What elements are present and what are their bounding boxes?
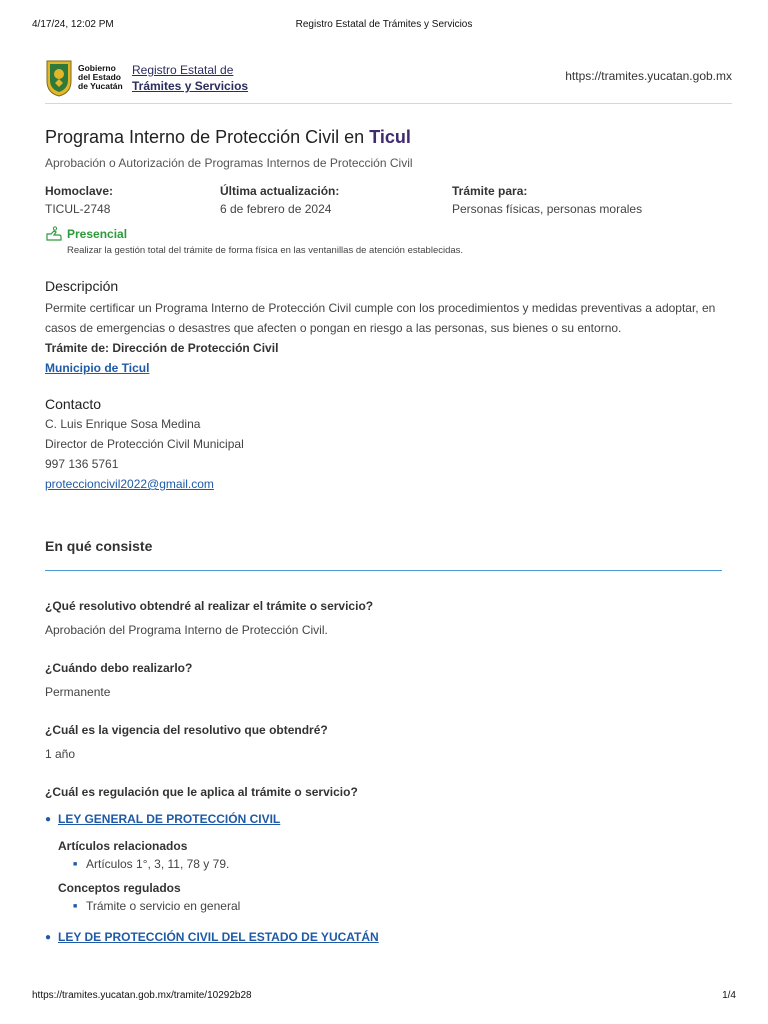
bullet-icon: ● [45, 931, 52, 943]
homoclave-field: Homoclave: TICUL-2748 [45, 184, 114, 216]
contact-name: C. Luis Enrique Sosa Medina [45, 417, 201, 431]
contact-position: Director de Protección Civil Municipal [45, 437, 244, 451]
square-bullet-icon: ■ [73, 860, 78, 868]
procedure-meta [45, 184, 735, 228]
contact-phone: 997 136 5761 [45, 457, 119, 471]
answer: Aprobación del Programa Interno de Protección Civil. [45, 623, 328, 637]
square-bullet-icon: ■ [73, 902, 78, 910]
registry-link-line2: Trámites y Servicios [132, 79, 249, 93]
concepts-heading: Conceptos regulados [58, 881, 181, 895]
procedure-for-field: Trámite para: Personas físicas, personas morales [452, 184, 643, 216]
site-url: https://tramites.yucatan.gob.mx [565, 69, 732, 83]
registry-link-line1: Registro Estatal de [132, 63, 234, 77]
articles-item: ■ Artículos 1°, 3, 11, 78 y 79. [73, 857, 230, 871]
in-person-hand-icon [45, 226, 63, 242]
municipality-link[interactable]: Municipio de Ticul [45, 361, 150, 375]
last-update-field: Última actualización: 6 de febrero de 2024 [220, 184, 340, 216]
responsible-office: Trámite de: Dirección de Protección Civil [45, 341, 279, 355]
qa-cuando [45, 661, 722, 699]
page-subtitle: Aprobación o Autorización de Programas Internos de Protección Civil [45, 156, 413, 170]
regulation-item [45, 809, 722, 829]
answer: Permanente [45, 685, 111, 699]
question: ¿Qué resolutivo obtendré al realizar el trámite o servicio? [45, 599, 374, 613]
qa-vigencia [45, 723, 722, 761]
regulation-item [45, 927, 722, 947]
law-link-general[interactable]: LEY GENERAL DE PROTECCIÓN CIVIL [58, 812, 281, 826]
site-header [45, 58, 732, 104]
question: ¿Cuándo debo realizarlo? [45, 661, 193, 675]
en-que-consiste-section [45, 538, 722, 947]
description-text: Permite certificar un Programa Interno de Protección Civil cumple con los procedimientos y medidas preventivas a adoptar, en casos de emergencias o desastres que afecten o pongan en riesgo a las personas, sus bienes o su entorno. [45, 301, 716, 335]
title-municipality: Ticul [369, 127, 411, 147]
bullet-icon: ● [45, 813, 52, 825]
modality-note: Realizar la gestión total del trámite de forma física en las ventanillas de atención establecidas. [67, 245, 464, 256]
qa-resolutivo [45, 599, 722, 637]
print-header [32, 19, 736, 33]
articles-heading: Artículos relacionados [58, 839, 188, 853]
page-title: Programa Interno de Protección Civil en Ticul [45, 127, 411, 147]
qa-regulacion [45, 785, 722, 947]
concepts-item: ■ Trámite o servicio en general [73, 899, 241, 913]
print-footer-url: https://tramites.yucatan.gob.mx/tramite/10292b28 [32, 990, 252, 1001]
government-name: Gobierno del Estado de Yucatán [78, 63, 123, 91]
print-page-title: Registro Estatal de Trámites y Servicios [295, 19, 473, 30]
registry-home-link[interactable] [132, 62, 248, 94]
procedure-details [45, 126, 735, 494]
consiste-heading: En qué consiste [45, 538, 722, 571]
print-footer [32, 990, 736, 1004]
contact-email-link[interactable]: proteccioncivil2022@gmail.com [45, 477, 214, 491]
print-datetime: 4/17/24, 12:02 PM [32, 19, 114, 30]
law-link-estatal[interactable]: LEY DE PROTECCIÓN CIVIL DEL ESTADO DE YUCATÁN [58, 930, 379, 944]
answer: 1 año [45, 747, 76, 761]
question: ¿Cuál es la vigencia del resolutivo que obtendré? [45, 723, 328, 737]
description-heading: Descripción [45, 278, 119, 294]
question: ¿Cuál es regulación que le aplica al trámite o servicio? [45, 785, 358, 799]
page-number: 1/4 [722, 990, 736, 1001]
modality-badge: Presencial [45, 226, 735, 242]
yucatan-shield-logo [45, 59, 73, 97]
contact-heading: Contacto [45, 396, 102, 412]
